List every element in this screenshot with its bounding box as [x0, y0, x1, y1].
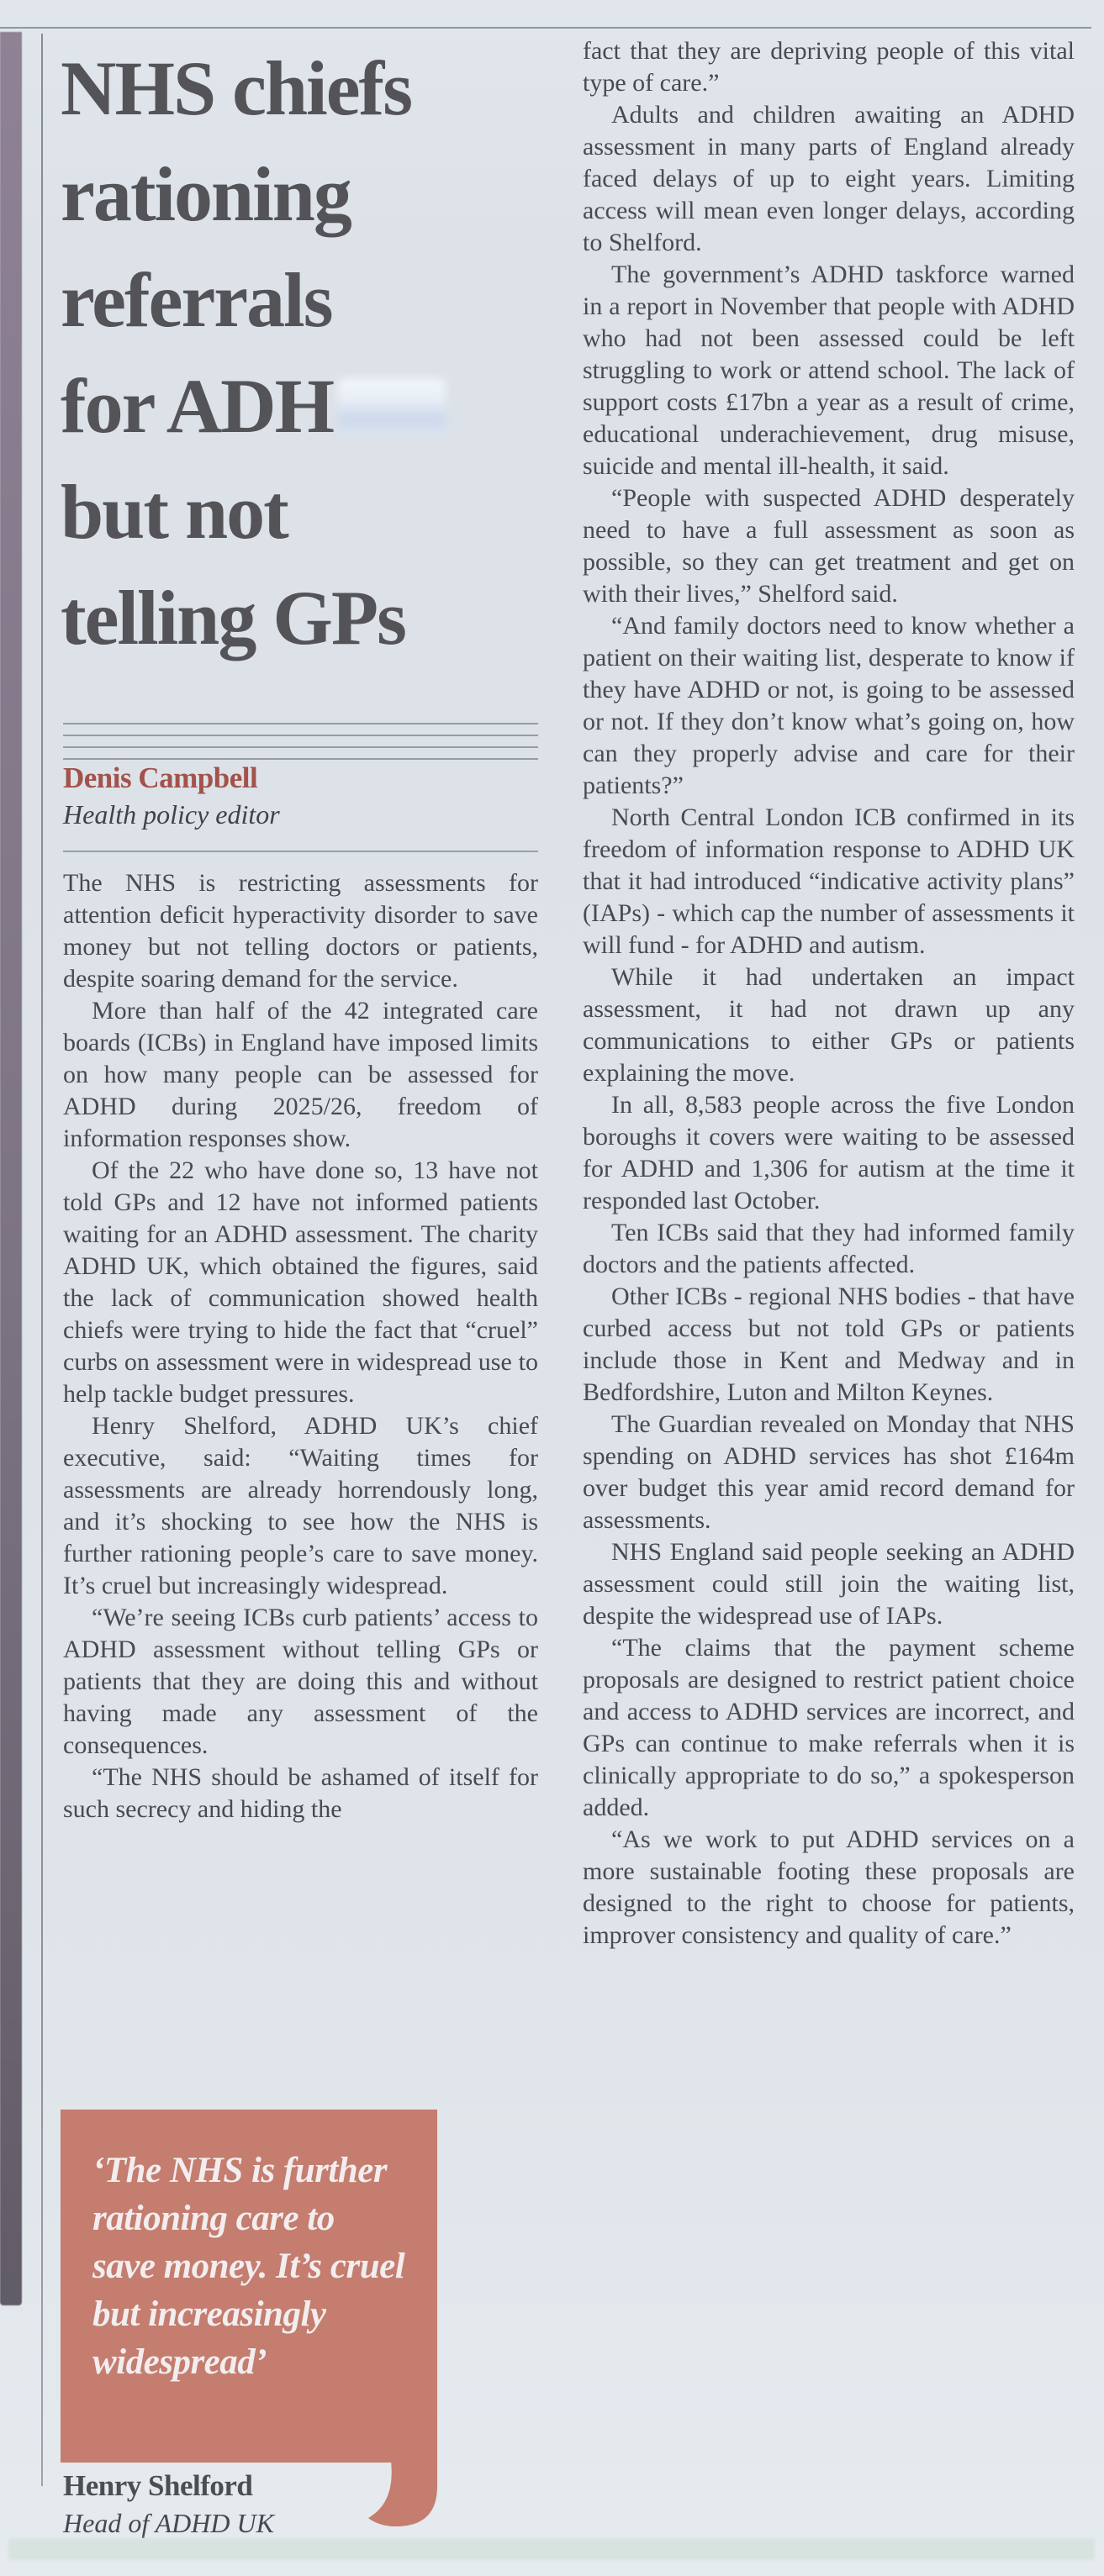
article-paragraph: In all, 8,583 people across the five London boroughs it covers were waiting to be assessed for ADHD and 1,306 for autism at the time it responded last October.	[583, 1091, 1075, 1214]
article-paragraph: Other ICBs - regional NHS bodies - that have curbed access but not told GPs or patients include those in Kent and Medway and in Bedfordshire, Luton and Milton Keynes.	[583, 1283, 1075, 1406]
article-paragraph: The Guardian revealed on Monday that NHS spending on ADHD services has shot £164m over budget this year amid record demand for assessments.	[583, 1410, 1075, 1534]
headline-line: referrals	[61, 257, 332, 343]
byline-role: Health policy editor	[63, 799, 280, 830]
headline-line	[61, 353, 552, 459]
article-paragraph: Ten ICBs said that they had informed family doctors and the patients affected.	[583, 1219, 1075, 1278]
headline-line: rationing	[61, 151, 351, 237]
left-column	[63, 867, 538, 1825]
article-paragraph: Of the 22 who have done so, 13 have not told GPs and 12 have not informed patients waiting for an ADHD assessment. The charity ADHD UK, which obtained the figures, said the lack of communication showed health chiefs were trying to hide the fact that “cruel” curbs on assessment were in widespread use to help tackle budget pressures.	[63, 1156, 538, 1408]
article-paragraph: The NHS is restricting assessments for attention deficit hyperactivity disorder to save money but not telling doctors or patients, despite soaring demand for the service.	[63, 869, 538, 993]
left-margin-rule	[41, 34, 43, 2486]
headline-line: telling GPs	[61, 575, 405, 661]
redaction-blur	[338, 378, 446, 437]
article-paragraph: More than half of the 42 integrated care boards (ICBs) in England have imposed limits on how many people can be assessed for ADHD during 2025/26, freedom of information responses show.	[63, 997, 538, 1152]
article-paragraph: Adults and children awaiting an ADHD assessment in many parts of England already faced delays of up to eight years. Limiting access will mean even longer delays, according to Shelford.	[583, 101, 1075, 256]
pull-quote-line: widespread’	[92, 2342, 267, 2382]
article-paragraph: “The NHS should be ashamed of itself for such secrecy and hiding the	[63, 1763, 538, 1823]
pull-quote-box	[61, 2110, 437, 2463]
byline-rules	[63, 723, 538, 761]
byline-divider-rule	[63, 851, 538, 852]
article-paragraph: While it had undertaken an impact assessment, it had not drawn up any communications to either GPs or patients explaining the move.	[583, 963, 1075, 1087]
quote-attribution-role: Head of ADHD UK	[63, 2508, 274, 2538]
headline-line-text: for ADH	[61, 363, 334, 449]
article-paragraph: “We’re seeing ICBs curb patients’ access to ADHD assessment without telling GPs or patients that they are doing this and without having made any assessment of the consequences.	[63, 1604, 538, 1759]
headline-line: but not	[61, 469, 288, 555]
top-rule	[0, 27, 1091, 29]
article-paragraph: “The claims that the payment scheme proposals are designed to restrict patient choice and access to ADHD services are incorrect, and GPs can continue to make referrals when it is clinically appropriate to do so,” a spokesperson added.	[583, 1634, 1075, 1821]
article-paragraph: “And family doctors need to know whether a patient on their waiting list, desperate to know if they have ADHD or not, is going to be assessed or not. If they don’t know what’s going on, how can they properly advise and care for their patients?”	[583, 612, 1075, 799]
pull-quote-line: rationing care to	[92, 2199, 335, 2238]
page-edge-band	[0, 32, 22, 2305]
pull-quote-line: ‘The NHS is further	[92, 2151, 388, 2190]
headline	[61, 35, 552, 671]
article-paragraph: North Central London ICB confirmed in its freedom of information response to ADHD UK that it had introduced “indicative activity plans” (IAPs) - which cap the number of assessments it will fund - for ADHD and autism.	[583, 803, 1075, 959]
right-column	[583, 35, 1075, 1952]
article-paragraph: fact that they are depriving people of this vital type of care.”	[583, 37, 1075, 97]
article-paragraph: NHS England said people seeking an ADHD assessment could still join the waiting list, despite the widespread use of IAPs.	[583, 1538, 1075, 1630]
pull-quote-line: save money. It’s cruel	[92, 2247, 405, 2286]
pull-quote-line: but increasingly	[92, 2294, 326, 2334]
article-paragraph: The government’s ADHD taskforce warned in a report in November that people with ADHD who had not been assessed could be left struggling to work or attend school. The lack of support costs £17bn a year as a result of crime, educational underachievement, drug misuse, suicide and mental ill-health, it said.	[583, 261, 1075, 480]
article-paragraph: “As we work to put ADHD services on a more sustainable footing these proposals are designed to the right to choose for patients, improver consistency and quality of care.”	[583, 1825, 1075, 1949]
speech-bubble-tail-icon	[343, 2461, 437, 2526]
quote-attribution-name: Henry Shelford	[63, 2469, 253, 2502]
article-paragraph: “People with suspected ADHD desperately need to have a full assessment as soon as possible, so they can get treatment and get on with their lives,” Shelford said.	[583, 484, 1075, 608]
bottom-highlight-strip	[8, 2538, 1095, 2560]
article-paragraph: Henry Shelford, ADHD UK’s chief executive, said: “Waiting times for assessments are already horrendously long, and it’s shocking to see how the NHS is further rationing people’s care to save money. It’s cruel but increasingly widespread.	[63, 1412, 538, 1599]
headline-line: NHS chiefs	[61, 45, 411, 131]
byline-author: Denis Campbell	[63, 761, 258, 794]
